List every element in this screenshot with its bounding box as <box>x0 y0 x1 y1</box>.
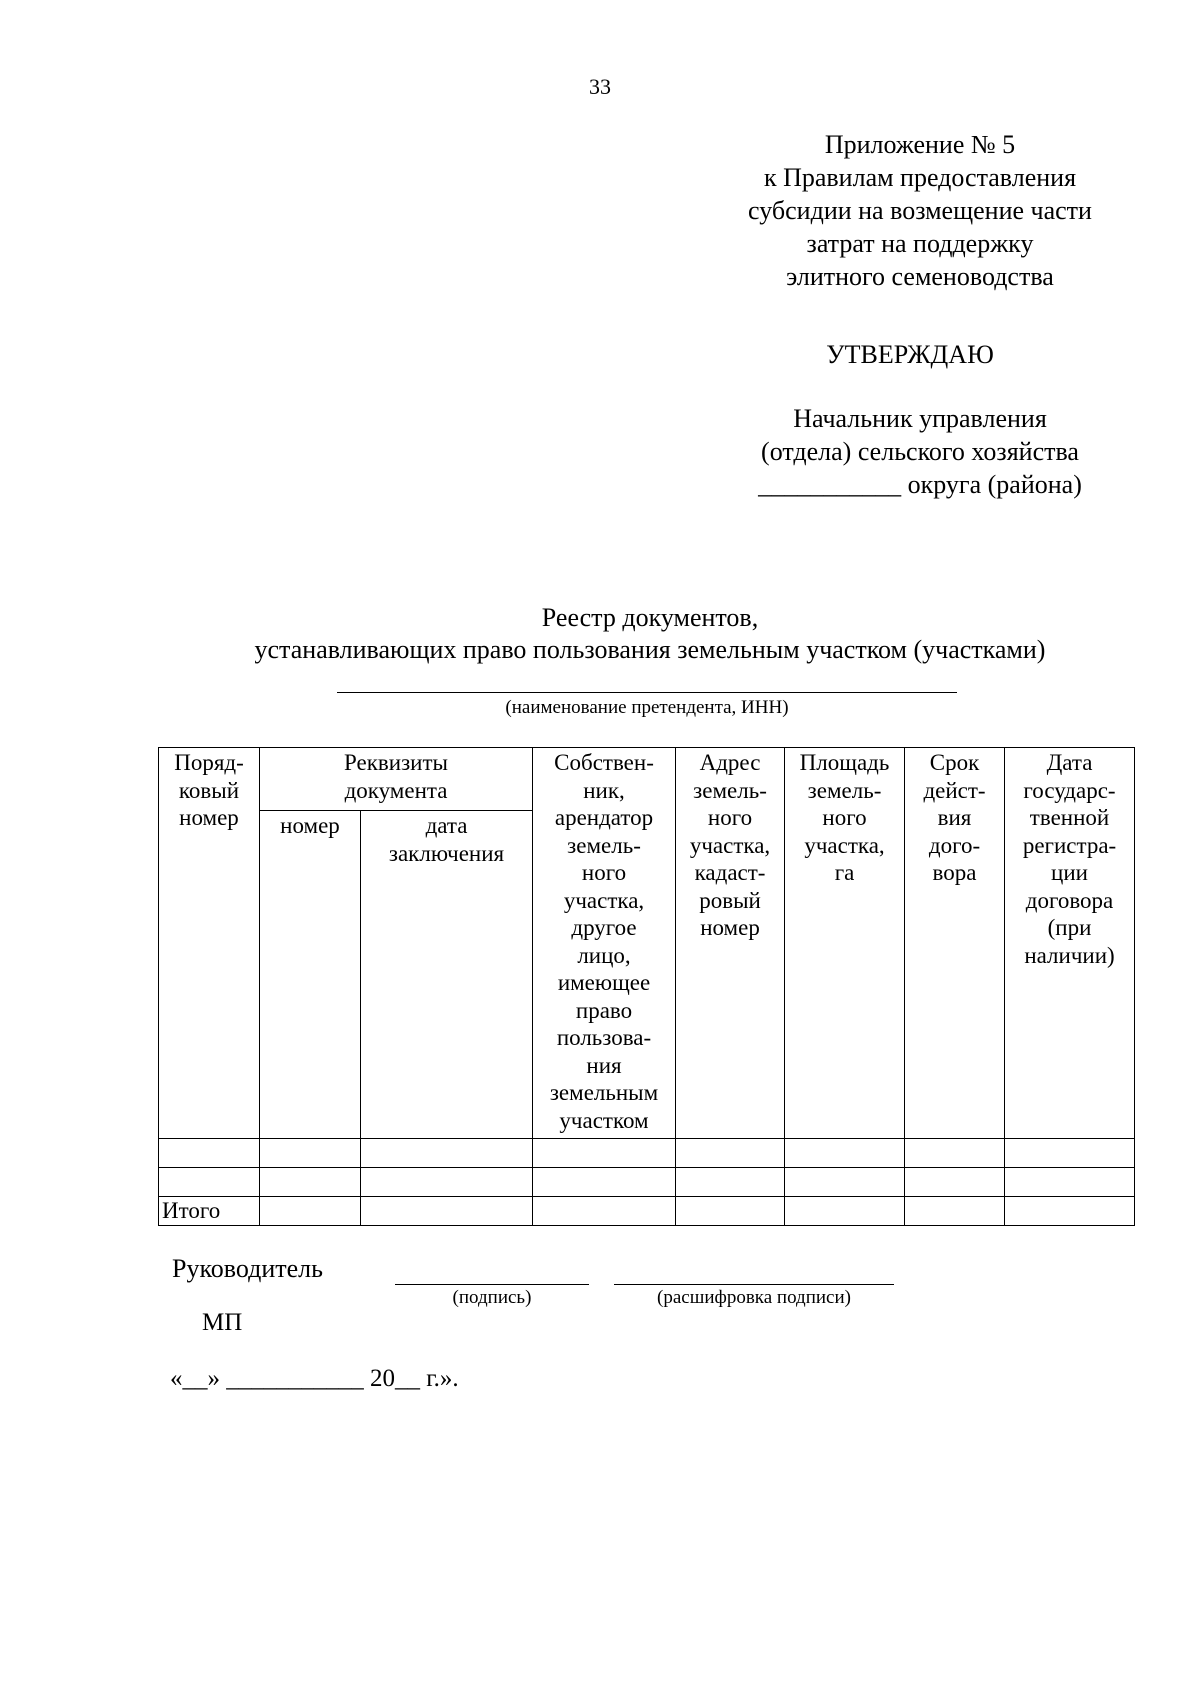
table-row <box>159 1139 1135 1168</box>
document-title <box>120 602 1180 666</box>
table-row <box>159 1168 1135 1197</box>
header-document-date: дата заключения <box>361 811 533 1139</box>
appendix-line: элитного семеноводства <box>786 262 1054 291</box>
signer-role: Руководитель <box>172 1254 323 1283</box>
total-label: Итого <box>159 1197 260 1226</box>
table-cell <box>1005 1139 1135 1168</box>
table-total-row <box>159 1197 1135 1226</box>
signature-decode-caption: (расшифровка подписи) <box>657 1287 851 1308</box>
table-cell <box>785 1197 905 1226</box>
header-document-number: номер <box>260 811 361 1139</box>
table-cell <box>533 1197 676 1226</box>
date-line: «__» ___________ 20__ г.». <box>170 1365 459 1392</box>
appendix-line: Приложение № 5 <box>824 130 1016 159</box>
table-cell <box>361 1197 533 1226</box>
header-registration-date: Дата государс- твенной регистра- ции договора (при наличии) <box>1005 748 1135 1139</box>
signature-caption: (подпись) <box>452 1287 532 1308</box>
header-address: Адрес земель- ного участка, кадаст- ровый номер <box>676 748 785 1139</box>
approver-line: (отдела) сельского хозяйства <box>761 437 1079 466</box>
seal-placeholder: МП <box>202 1309 243 1336</box>
table-cell <box>676 1168 785 1197</box>
table-cell <box>905 1168 1005 1197</box>
table-cell <box>905 1139 1005 1168</box>
header-owner: Собствен- ник, арендатор земель- ного участка, другое лицо, имеющее право пользова- ния земельным участком <box>533 748 676 1139</box>
table-cell <box>260 1168 361 1197</box>
header-area: Площадь земель- ного участка, га <box>785 748 905 1139</box>
appendix-line: субсидии на возмещение части <box>748 196 1092 225</box>
applicant-blank-line <box>337 692 957 693</box>
approver-line: Начальник управления <box>793 404 1047 433</box>
applicant-caption: (наименование претендента, ИНН) <box>505 697 789 718</box>
appendix-line: затрат на поддержку <box>806 229 1034 258</box>
approver-block <box>700 402 1140 501</box>
table-cell <box>260 1197 361 1226</box>
title-line: устанавливающих право пользования земельным участком (участками) <box>254 635 1046 664</box>
registry-table <box>158 747 1135 1226</box>
table-cell <box>905 1197 1005 1226</box>
table-cell <box>533 1168 676 1197</box>
table-cell <box>1005 1197 1135 1226</box>
header-order-number: Поряд- ковый номер <box>159 748 260 1139</box>
table-cell <box>1005 1168 1135 1197</box>
appendix-line: к Правилам предоставления <box>763 163 1077 192</box>
table-cell <box>260 1139 361 1168</box>
table-cell <box>533 1139 676 1168</box>
approval-stamp: УТВЕРЖДАЮ <box>826 340 994 369</box>
header-term: Срок дейст- вия дого- вора <box>905 748 1005 1139</box>
signature-blank-line <box>395 1284 589 1285</box>
table-cell <box>159 1139 260 1168</box>
table-cell <box>785 1168 905 1197</box>
approver-line: ___________ округа (района) <box>758 470 1082 499</box>
table-cell <box>785 1139 905 1168</box>
header-document-details: Реквизиты документа <box>260 748 533 811</box>
page-number: 33 <box>589 74 611 99</box>
table-cell <box>361 1168 533 1197</box>
table-cell <box>159 1168 260 1197</box>
title-line: Реестр документов, <box>541 603 759 632</box>
table-cell <box>676 1139 785 1168</box>
appendix-reference <box>700 128 1140 293</box>
signature-decode-blank-line <box>614 1284 894 1285</box>
table-cell <box>361 1139 533 1168</box>
table-cell <box>676 1197 785 1226</box>
